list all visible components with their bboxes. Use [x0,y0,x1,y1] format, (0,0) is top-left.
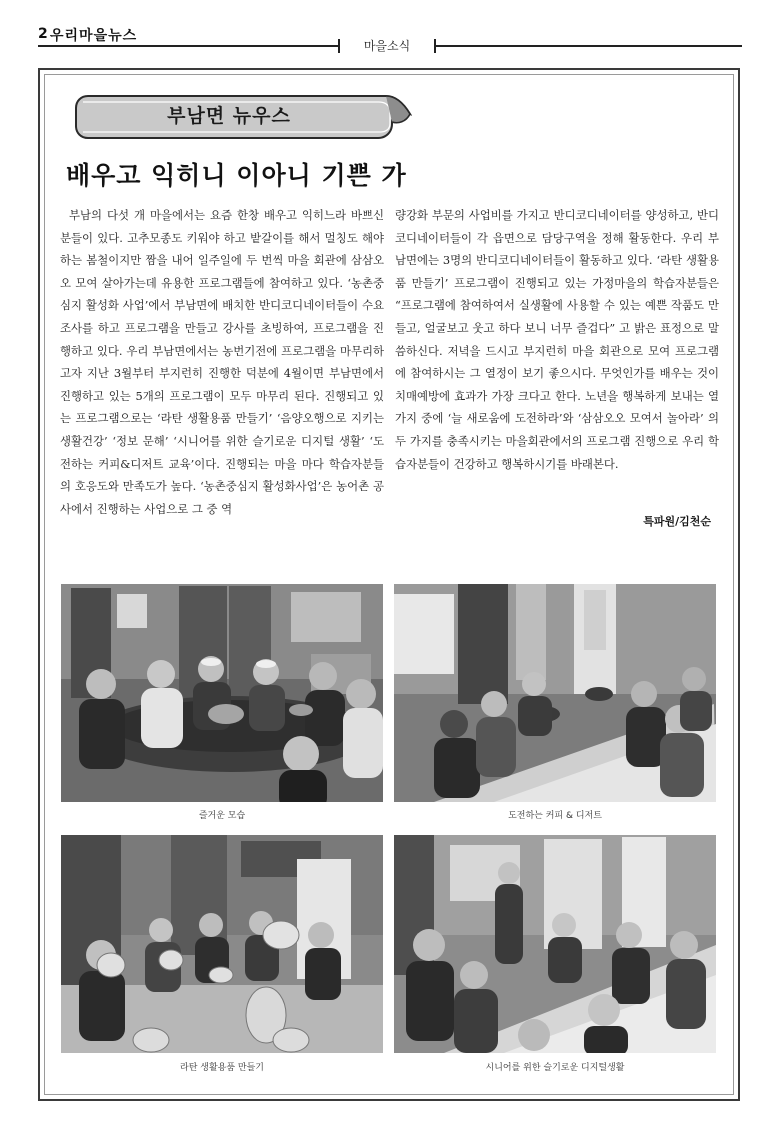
section-banner [74,94,412,140]
header-rule-left [38,45,338,47]
photo-digital-life [394,835,716,1053]
article-paragraph-left: 부남의 다섯 개 마을에서는 요즘 한창 배우고 익히느라 바쁘신 분들이 있다. 고추모종도 키워야 하고 밭갈이를 해서 멀칭도 해야 하는 봄철이지만 짬을 내어 일주일에 두 번씩 마을 회관에 삼삼오오 모여 살아가는데 유용한 프로그램들에 참여하고 있다. ‘농촌중심지 활성화 사업’에서 부남면에 배치한 반디코디네이터들이 수요조사를 하고 프로그램을 만들고 강사를 초빙하여, 프로그램을 진행하고 있다. 우리 부남면에서는 농번기전에 프로그램을 마무리하고자 지난 3월부터 부지런히 진행한 덕분에 4월이면 부남면에서 진행하고 있는 5개의 프로그램이 모두 마무리 된다. 진행되고 있는 프로그램으로는 ‘라탄 생활용품 만들기’ ‘음양오행으로 지키는 생활건강’ ‘정보 문해’ ‘시니어를 위한 슬기로운 디지털 생활’ ‘도전하는 커피&디저트 교육’이다. 진행되는 마을 마다 학습자분들의 호응도와 만족도가 높다. ‘농촌중심지 활성화사업’은 농어촌 공사에서 진행하는 사업으로 그 중 역 [60,208,384,516]
photo-caption: 즐거운 모습 [198,811,246,821]
photo-caption: 도전하는 커피 & 디저트 [508,811,602,821]
header-tick-left [338,39,340,53]
banner-label: 부남면 뉴우스 [167,105,291,127]
header-rule-right [436,45,742,47]
article-byline: 특파원/김천순 [643,515,711,528]
photo-caption: 시니어를 위한 슬기로운 디지털생활 [485,1063,625,1073]
photo-rattan-crafts [61,835,383,1053]
photo-cheerful-moment [61,584,383,802]
newsletter-name: 우리마을뉴스 [50,28,138,44]
photo-coffee-dessert [394,584,716,802]
photo-caption: 라탄 생활용품 만들기 [180,1063,264,1073]
article-headline: 배우고 익히니 이아니 기쁜 가 [66,161,407,190]
article-paragraph-right: 량강화 부문의 사업비를 가지고 반디코디네이터를 양성하고, 반디코디네이터들이 각 읍면으로 담당구역을 정해 활동한다. 우리 부남면에는 3명의 반디코디네이터들이 활동하고 있다. ‘라탄 생활용품 만들기’ 프로그램이 진행되고 있는 가정마을의 학습자분들은 “프로그램에 참여하여서 실생활에 사용할 수 있는 예쁜 작품도 만들고, 얼굴보고 웃고 하다 보니 너무 즐겁다” 고 밝은 표정으로 말씀하신다. 저녁을 드시고 부지런히 마을 회관으로 모여 프로그램에 참여하시는 그 열정이 보기 좋으시다. 무엇인가를 배우는 것이 치매예방에 효과가 가장 크다고 한다. 노년을 행복하게 보내는 열 가지 중에 ‘늘 새로움에 도전하라’와 ‘삼삼오오 모여서 놀아라’ 의 두 가지를 충족시키는 마을회관에서의 프로그램 진행으로 우리 학습자분들이 건강하고 행복하시기를 바래본다. [395,208,719,471]
article-column-right [395,204,719,475]
page-header [38,24,742,54]
page-number: 2 [38,26,48,42]
section-title: 마을소식 [363,39,411,53]
article-column-left [60,204,384,520]
